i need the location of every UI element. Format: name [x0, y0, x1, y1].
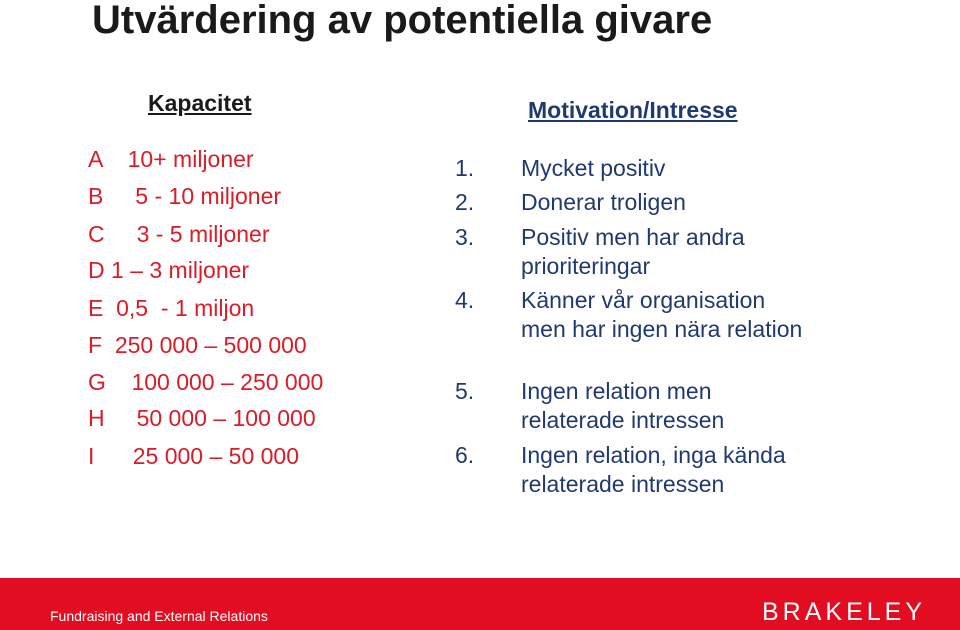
- kapacitet-range: 0,5 - 1 miljon: [103, 295, 255, 321]
- kapacitet-row: [88, 183, 281, 210]
- motivation-item-text: Donerar troligen: [521, 189, 686, 215]
- kapacitet-letter: G: [88, 369, 106, 395]
- kapacitet-range: 10+ miljoner: [102, 146, 254, 172]
- motivation-item-text: Positiv men har andra prioriteringar: [521, 224, 745, 279]
- kapacitet-row: [88, 257, 249, 284]
- motivation-item-text: Mycket positiv: [521, 155, 666, 181]
- motivation-item-text: Känner vår organisation men har ingen nära relation: [521, 287, 803, 342]
- motivation-item-number: 1.: [455, 155, 475, 181]
- kapacitet-row: [88, 295, 254, 322]
- footer-bar: [0, 578, 960, 630]
- kapacitet-row: [88, 443, 299, 470]
- motivation-item-text: Ingen relation men relaterade intressen: [521, 378, 725, 433]
- motivation-item-number: 4.: [455, 287, 475, 313]
- kapacitet-letter: F: [88, 332, 103, 358]
- kapacitet-range: 25 000 – 50 000: [94, 443, 299, 469]
- motivation-item-number: 3.: [455, 224, 475, 250]
- kapacitet-letter: E: [88, 295, 104, 321]
- motivation-item-number: 2.: [455, 189, 475, 215]
- motivation-item-number: 6.: [455, 442, 475, 468]
- kapacitet-letter: B: [88, 183, 104, 209]
- kapacitet-letter: A: [88, 146, 103, 172]
- brakeley-logo: BRAKELEY: [761, 598, 926, 626]
- kapacitet-range: 50 000 – 100 000: [104, 405, 316, 431]
- kapacitet-range: 250 000 – 500 000: [102, 332, 307, 358]
- kapacitet-letter: H: [88, 405, 105, 431]
- kapacitet-row: [88, 405, 316, 432]
- kapacitet-heading: Kapacitet: [148, 90, 252, 116]
- kapacitet-range: 3 - 5 miljoner: [104, 221, 270, 247]
- motivation-item-text: Ingen relation, inga kända relaterade intressen: [521, 442, 786, 497]
- kapacitet-letter: I: [88, 443, 95, 469]
- kapacitet-row: [88, 221, 270, 248]
- footer-label: Fundraising and External Relations: [50, 608, 268, 624]
- kapacitet-range: 100 000 – 250 000: [105, 369, 324, 395]
- kapacitet-letter: D: [88, 257, 105, 283]
- kapacitet-row: [88, 369, 323, 396]
- kapacitet-letter: C: [88, 221, 105, 247]
- kapacitet-range: 1 – 3 miljoner: [104, 257, 250, 283]
- kapacitet-range: 5 - 10 miljoner: [103, 183, 282, 209]
- motivation-heading: Motivation/Intresse: [528, 97, 738, 123]
- motivation-item-number: 5.: [455, 378, 475, 404]
- page-title: Utvärdering av potentiella givare: [92, 0, 713, 42]
- kapacitet-row: [88, 332, 307, 359]
- kapacitet-row: [88, 146, 254, 173]
